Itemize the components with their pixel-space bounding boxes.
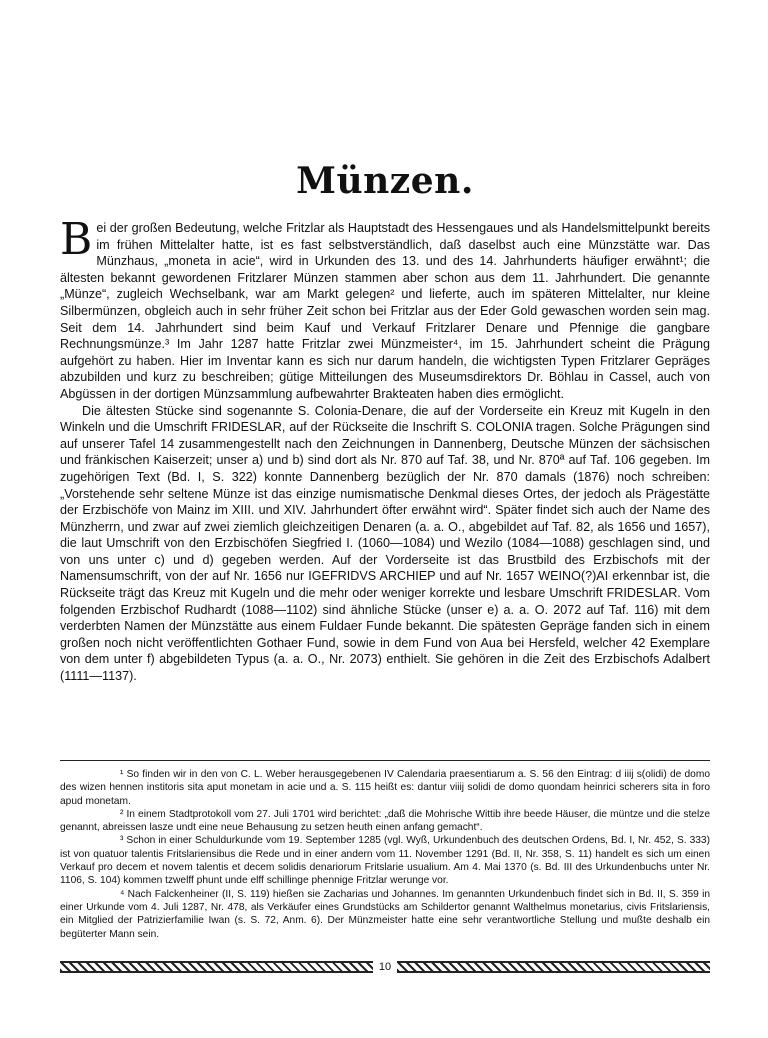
ornamental-footer: [60, 960, 710, 974]
paragraph-1-text: ei der großen Bedeutung, welche Fritzlar als Hauptstadt des Hessengaues und als Handelsmittelpunkt bereits im frühen Mittelalter hatte, ist es fast selbstverständlich, daß daselbst auch eine Münzstätte war. Das Münzhaus, „moneta in acie“, wird in Urkunden des 13. und des 14. Jahrhunderts häufiger erwähnt¹; die ältesten bekannt gewordenen Fritzlarer Münzen stammen aber schon aus dem 11. Jahrhundert. Die genannte „Münze“, zugleich Wechselbank, war am Markt gelegen² und lieferte, auch im späteren Mittelalter, nur kleine Silbermünzen, obgleich auch in sehr früher Zeit schon bei Fritzlar aus der Eder Gold gewaschen worden sein mag. Seit dem 14. Jahrhundert sind beim Kauf und Verkauf Fritzlarer Denare und Pfennige die gangbare Rechnungsmünze.³ Im Jahr 1287 hatte Fritzlar zwei Münzmeister⁴, im 15. Jahrhundert scheint die Prägung aufgehört zu haben. Hier im Inventar kann es sich nur darum handeln, die wichtigsten Typen Fritzlarer Gepräges abzubilden und kurz zu beschreiben; gütige Mitteilungen des Museumsdirektors Dr. Böhlau in Cassel, auch von Abgüssen in der dortigen Münzsammlung aufbewahrter Brakteaten haben dies ermöglicht.: [60, 221, 710, 401]
paragraph-1: [60, 214, 710, 403]
ornament-band-left: [60, 961, 373, 973]
footnote-1: ¹ So finden wir in den von C. L. Weber herausgegebenen IV Calendaria praesentiarum a. S. 56 den Eintrag: d iiij s(olidi) de domo des wizen hennen institoris sita aput monetam in acie und a. S. 115 heißt es: dantur viiij solidi de domo quondam heinrici scherers sita in foro apud monetam.: [60, 769, 710, 807]
footnote-3: ³ Schon in einer Schuldurkunde vom 19. September 1285 (vgl. Wyß, Urkundenbuch des deutschen Ordens, Bd. I, Nr. 452, S. 333) ist von quatuor talentis Fritslariensibus die Rede und in einer andern vom 11. November 1291 (Bd. II, Nr. 358, S. 11) handelt es sich um einen Verkauf pro decem et novem talentis et decem solidis denariorum Fritslarie usualium. Am 4. Mai 1370 (s. Bd. III des Urkundenbuchs unter Nr. 1106, S. 104) kommen tzwelff phunt unde elff schillinge phennige Fritzlar werunge vor.: [60, 835, 710, 887]
ornament-band-right: [397, 961, 710, 973]
paragraph-2: Die ältesten Stücke sind sogenannte S. Colonia-Denare, die auf der Vorderseite ein Kreuz mit Kugeln in den Winkeln und die Umschrift FRIDESLAR, auf der Rückseite die Inschrift S. COLONIA tragen. Solche Prägungen sind auf unserer Tafel 14 zusammengestellt nach den Zeichnungen in Dannenberg, Deutsche Münzen der sächsischen und fränkischen Kaiserzeit; unser a) und b) sind dort als Nr. 870 auf Taf. 38, und Nr. 870ª auf Taf. 106 gegeben. Im zugehörigen Text (Bd. I, S. 322) konnte Dannenberg bezüglich der Nr. 870 damals (1876) noch schreiben: „Vorstehende sehr seltene Münze ist das einzige numismatische Denkmal dieses Ortes, der jedoch als Prägestätte der Erzbischöfe von Mainz im XIII. und XIV. Jahrhundert öfter erwähnt wird“. Später findet sich auch der Name des Münzherrn, und zwar auf zwei ziemlich gleichzeitigen Denaren (a. a. O., abgebildet auf Taf. 82, als 1656 und 1657), die laut Umschrift von den Erzbischöfen Siegfried I. (1060—1084) und Wezilo (1084—1088) geschlagen sind, und von uns unter c) und d) gegeben werden. Auf der Vorderseite ist das Brustbild des Erzbischofs mit der Namensumschrift, von der auf Nr. 1656 nur IGEFRIDVS ARCHIEP und auf Nr. 1657 WEINO(?)AI erkennbar ist, die Rückseite trägt das Kreuz mit Kugeln und die mehr oder weniger korrekte und lesbare Umschrift FRIDESLAR. Vom folgenden Erzbischof Rudhardt (1088—1102) sind ähnliche Stücke (unser e) a. a. O. 2072 auf Taf. 116) mit dem verderbten Namen der Münzstätte aus einem Fuldaer Funde bekannt. Die spätesten Gepräge fanden sich in einem großen noch nicht veröffentlichten Gothaer Fund, sowie in dem Fund von Aua bei Hersfeld, welcher 42 Exemplare von dem unter f) abgebildeten Typus (a. a. O., Nr. 2073) enthielt. Sie gehören in die Zeit des Erzbischofs Adalbert (1111—1137).: [60, 403, 710, 684]
footnotes: [60, 768, 710, 941]
drop-cap: B: [60, 214, 93, 265]
page-title: Münzen.: [296, 160, 474, 202]
page-number: 10: [378, 961, 392, 973]
footnote-2: ² In einem Stadtprotokoll vom 27. Juli 1701 wird berichtet: „daß die Mohrische Wittib ihre beede Häuser, die müntze und die stelze genannt, abreissen lasze undt eine neue Behausung zu setzen heuth einen anfang gemacht“.: [60, 808, 710, 834]
main-text: [60, 214, 710, 685]
footnote-4: ⁴ Nach Falckenheiner (II, S. 119) hießen sie Zacharias und Johannes. Im genannten Urkundenbuch findet sich in Bd. II, S. 359 in einer Urkunde vom 4. Juli 1287, Nr. 478, als Verkäufer eines Grundstücks am Schildertor genannt Walthelmus monetarius, civis Fritslariensis, ein Mitglied der Patrizierfamilie Iwan (s. S. 72, Anm. 6). Der Münzmeister hatte eine sehr verantwortliche Stellung und mußte deshalb ein begüterter Mann sein.: [60, 888, 710, 940]
footnote-divider: [60, 760, 710, 761]
